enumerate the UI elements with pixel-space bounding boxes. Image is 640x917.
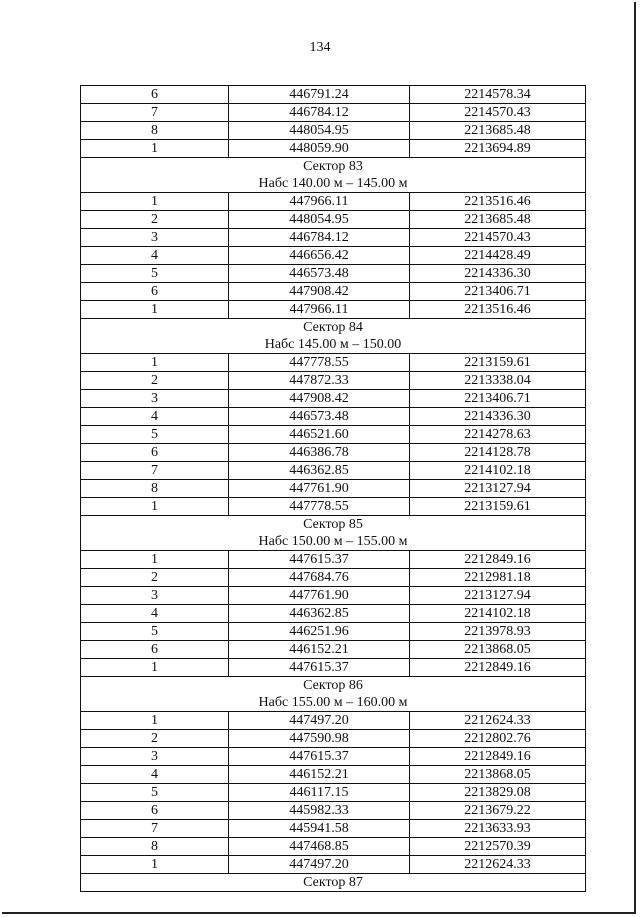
x-coordinate-cell: 447761.90 bbox=[229, 587, 410, 605]
point-number-cell: 1 bbox=[81, 551, 229, 569]
y-coordinate-cell: 2213159.61 bbox=[410, 354, 586, 372]
x-coordinate-cell: 447590.98 bbox=[229, 730, 410, 748]
x-coordinate-cell: 447615.37 bbox=[229, 748, 410, 766]
y-coordinate-cell: 2213406.71 bbox=[410, 283, 586, 301]
y-coordinate-cell: 2214428.49 bbox=[410, 247, 586, 265]
point-number-cell: 8 bbox=[81, 838, 229, 856]
x-coordinate-cell: 446573.48 bbox=[229, 408, 410, 426]
y-coordinate-cell: 2213978.93 bbox=[410, 623, 586, 641]
x-coordinate-cell: 446573.48 bbox=[229, 265, 410, 283]
point-number-cell: 6 bbox=[81, 641, 229, 659]
point-number-cell: 1 bbox=[81, 301, 229, 319]
x-coordinate-cell: 446117.15 bbox=[229, 784, 410, 802]
y-coordinate-cell: 2214102.18 bbox=[410, 462, 586, 480]
table-row bbox=[81, 730, 586, 748]
table-row bbox=[81, 86, 586, 104]
y-coordinate-cell: 2214278.63 bbox=[410, 426, 586, 444]
y-coordinate-cell: 2214570.43 bbox=[410, 104, 586, 122]
table-row bbox=[81, 587, 586, 605]
y-coordinate-cell: 2213868.05 bbox=[410, 766, 586, 784]
point-number-cell: 4 bbox=[81, 408, 229, 426]
page-number: 134 bbox=[309, 40, 331, 55]
x-coordinate-cell: 446784.12 bbox=[229, 104, 410, 122]
table-row bbox=[81, 623, 586, 641]
sector-title: Сектор 85 bbox=[81, 516, 586, 534]
point-number-cell: 1 bbox=[81, 659, 229, 677]
y-coordinate-cell: 2213633.93 bbox=[410, 820, 586, 838]
x-coordinate-cell: 446521.60 bbox=[229, 426, 410, 444]
point-number-cell: 2 bbox=[81, 569, 229, 587]
y-coordinate-cell: 2214102.18 bbox=[410, 605, 586, 623]
sector-title: Сектор 86 bbox=[81, 677, 586, 695]
table-row bbox=[81, 444, 586, 462]
table-row bbox=[81, 820, 586, 838]
point-number-cell: 7 bbox=[81, 462, 229, 480]
y-coordinate-cell: 2214336.30 bbox=[410, 408, 586, 426]
point-number-cell: 4 bbox=[81, 247, 229, 265]
x-coordinate-cell: 447615.37 bbox=[229, 551, 410, 569]
table-row bbox=[81, 748, 586, 766]
point-number-cell: 3 bbox=[81, 587, 229, 605]
y-coordinate-cell: 2213127.94 bbox=[410, 587, 586, 605]
y-coordinate-cell: 2213127.94 bbox=[410, 480, 586, 498]
x-coordinate-cell: 446152.21 bbox=[229, 641, 410, 659]
point-number-cell: 1 bbox=[81, 856, 229, 874]
sector-header-row bbox=[81, 874, 586, 892]
point-number-cell: 2 bbox=[81, 211, 229, 229]
sector-header-row bbox=[81, 319, 586, 337]
table-row bbox=[81, 712, 586, 730]
point-number-cell: 6 bbox=[81, 802, 229, 820]
sector-header-row bbox=[81, 694, 586, 712]
x-coordinate-cell: 446656.42 bbox=[229, 247, 410, 265]
point-number-cell: 8 bbox=[81, 122, 229, 140]
y-coordinate-cell: 2212849.16 bbox=[410, 748, 586, 766]
point-number-cell: 6 bbox=[81, 86, 229, 104]
y-coordinate-cell: 2212849.16 bbox=[410, 551, 586, 569]
point-number-cell: 2 bbox=[81, 372, 229, 390]
point-number-cell: 3 bbox=[81, 748, 229, 766]
x-coordinate-cell: 447778.55 bbox=[229, 498, 410, 516]
y-coordinate-cell: 2213679.22 bbox=[410, 802, 586, 820]
x-coordinate-cell: 446152.21 bbox=[229, 766, 410, 784]
table-row bbox=[81, 480, 586, 498]
table-row bbox=[81, 551, 586, 569]
point-number-cell: 4 bbox=[81, 605, 229, 623]
point-number-cell: 3 bbox=[81, 229, 229, 247]
x-coordinate-cell: 447468.85 bbox=[229, 838, 410, 856]
y-coordinate-cell: 2212981.18 bbox=[410, 569, 586, 587]
point-number-cell: 6 bbox=[81, 283, 229, 301]
x-coordinate-cell: 448059.90 bbox=[229, 140, 410, 158]
table-row bbox=[81, 838, 586, 856]
sector-title: Сектор 83 bbox=[81, 158, 586, 176]
table-row bbox=[81, 390, 586, 408]
point-number-cell: 1 bbox=[81, 354, 229, 372]
table-row bbox=[81, 462, 586, 480]
y-coordinate-cell: 2213338.04 bbox=[410, 372, 586, 390]
point-number-cell: 2 bbox=[81, 730, 229, 748]
x-coordinate-cell: 447497.20 bbox=[229, 856, 410, 874]
y-coordinate-cell: 2213829.08 bbox=[410, 784, 586, 802]
table-row bbox=[81, 247, 586, 265]
point-number-cell: 1 bbox=[81, 498, 229, 516]
sector-height-range: Набс 150.00 м – 155.00 м bbox=[81, 533, 586, 551]
x-coordinate-cell: 447966.11 bbox=[229, 301, 410, 319]
point-number-cell: 1 bbox=[81, 712, 229, 730]
y-coordinate-cell: 2213516.46 bbox=[410, 301, 586, 319]
y-coordinate-cell: 2214570.43 bbox=[410, 229, 586, 247]
table-row bbox=[81, 659, 586, 677]
y-coordinate-cell: 2212624.33 bbox=[410, 856, 586, 874]
sector-height-range: Набс 145.00 м – 150.00 bbox=[81, 336, 586, 354]
sector-title: Сектор 84 bbox=[81, 319, 586, 337]
x-coordinate-cell: 447778.55 bbox=[229, 354, 410, 372]
sector-header-row bbox=[81, 516, 586, 534]
table-row bbox=[81, 569, 586, 587]
y-coordinate-cell: 2213694.89 bbox=[410, 140, 586, 158]
sector-title: Сектор 87 bbox=[81, 874, 586, 892]
y-coordinate-cell: 2213159.61 bbox=[410, 498, 586, 516]
sector-header-row bbox=[81, 336, 586, 354]
point-number-cell: 6 bbox=[81, 444, 229, 462]
x-coordinate-cell: 447615.37 bbox=[229, 659, 410, 677]
point-number-cell: 7 bbox=[81, 104, 229, 122]
y-coordinate-cell: 2212802.76 bbox=[410, 730, 586, 748]
point-number-cell: 4 bbox=[81, 766, 229, 784]
point-number-cell: 3 bbox=[81, 390, 229, 408]
table-row bbox=[81, 372, 586, 390]
y-coordinate-cell: 2214578.34 bbox=[410, 86, 586, 104]
y-coordinate-cell: 2214336.30 bbox=[410, 265, 586, 283]
x-coordinate-cell: 447872.33 bbox=[229, 372, 410, 390]
point-number-cell: 5 bbox=[81, 623, 229, 641]
table-row bbox=[81, 211, 586, 229]
table-row bbox=[81, 104, 586, 122]
point-number-cell: 8 bbox=[81, 480, 229, 498]
x-coordinate-cell: 446784.12 bbox=[229, 229, 410, 247]
coordinates-table bbox=[80, 85, 586, 892]
table-row bbox=[81, 766, 586, 784]
table-row bbox=[81, 140, 586, 158]
y-coordinate-cell: 2213406.71 bbox=[410, 390, 586, 408]
table-row bbox=[81, 802, 586, 820]
x-coordinate-cell: 447908.42 bbox=[229, 390, 410, 408]
x-coordinate-cell: 448054.95 bbox=[229, 122, 410, 140]
table-row bbox=[81, 426, 586, 444]
table-row bbox=[81, 354, 586, 372]
sector-height-range: Набс 140.00 м – 145.00 м bbox=[81, 175, 586, 193]
x-coordinate-cell: 447966.11 bbox=[229, 193, 410, 211]
y-coordinate-cell: 2213685.48 bbox=[410, 211, 586, 229]
x-coordinate-cell: 446386.78 bbox=[229, 444, 410, 462]
sector-height-range: Набс 155.00 м – 160.00 м bbox=[81, 694, 586, 712]
x-coordinate-cell: 448054.95 bbox=[229, 211, 410, 229]
y-coordinate-cell: 2212624.33 bbox=[410, 712, 586, 730]
y-coordinate-cell: 2212570.39 bbox=[410, 838, 586, 856]
table-row bbox=[81, 301, 586, 319]
table-row bbox=[81, 605, 586, 623]
sector-header-row bbox=[81, 677, 586, 695]
y-coordinate-cell: 2214128.78 bbox=[410, 444, 586, 462]
x-coordinate-cell: 447761.90 bbox=[229, 480, 410, 498]
sector-header-row bbox=[81, 158, 586, 176]
table-row bbox=[81, 283, 586, 301]
point-number-cell: 1 bbox=[81, 140, 229, 158]
table-row bbox=[81, 641, 586, 659]
table-row bbox=[81, 229, 586, 247]
x-coordinate-cell: 446362.85 bbox=[229, 605, 410, 623]
point-number-cell: 5 bbox=[81, 265, 229, 283]
y-coordinate-cell: 2212849.16 bbox=[410, 659, 586, 677]
table-row bbox=[81, 122, 586, 140]
x-coordinate-cell: 447908.42 bbox=[229, 283, 410, 301]
sector-header-row bbox=[81, 175, 586, 193]
point-number-cell: 5 bbox=[81, 426, 229, 444]
x-coordinate-cell: 446362.85 bbox=[229, 462, 410, 480]
table-row bbox=[81, 193, 586, 211]
coordinates-table-body bbox=[81, 86, 586, 892]
y-coordinate-cell: 2213516.46 bbox=[410, 193, 586, 211]
table-row bbox=[81, 498, 586, 516]
y-coordinate-cell: 2213685.48 bbox=[410, 122, 586, 140]
x-coordinate-cell: 445941.58 bbox=[229, 820, 410, 838]
sector-header-row bbox=[81, 533, 586, 551]
point-number-cell: 7 bbox=[81, 820, 229, 838]
x-coordinate-cell: 446251.96 bbox=[229, 623, 410, 641]
table-row bbox=[81, 408, 586, 426]
y-coordinate-cell: 2213868.05 bbox=[410, 641, 586, 659]
point-number-cell: 1 bbox=[81, 193, 229, 211]
table-row bbox=[81, 265, 586, 283]
point-number-cell: 5 bbox=[81, 784, 229, 802]
x-coordinate-cell: 447497.20 bbox=[229, 712, 410, 730]
x-coordinate-cell: 446791.24 bbox=[229, 86, 410, 104]
table-row bbox=[81, 856, 586, 874]
x-coordinate-cell: 445982.33 bbox=[229, 802, 410, 820]
x-coordinate-cell: 447684.76 bbox=[229, 569, 410, 587]
table-row bbox=[81, 784, 586, 802]
